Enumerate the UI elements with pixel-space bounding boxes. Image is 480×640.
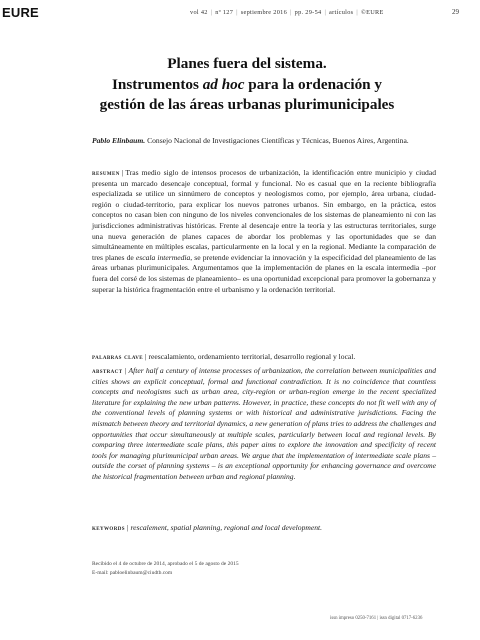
separator: | bbox=[290, 9, 292, 16]
affiliation: Consejo Nacional de Investigaciones Científicas y Técnicas, Buenos Aires, Argentina. bbox=[145, 136, 409, 145]
label-bar: | bbox=[126, 523, 129, 532]
title-text: para la ordenación y bbox=[244, 75, 383, 93]
resumen-italic-text: escala intermedia bbox=[135, 252, 191, 262]
title-line-3: gestión de las áreas urbanas plurimunicipales bbox=[99, 96, 395, 113]
title-italic-text: ad hoc bbox=[202, 75, 245, 93]
journal-name: ©EURE bbox=[360, 9, 384, 16]
article-title bbox=[60, 54, 434, 116]
label-bar: | bbox=[121, 168, 124, 177]
abstract-paragraph bbox=[92, 366, 436, 483]
volume: vol 42 bbox=[190, 9, 208, 16]
author-name: Pablo Elinbaum. bbox=[92, 136, 146, 145]
resumen-paragraph bbox=[92, 168, 436, 295]
keywords-text: rescalement, spatial planning, regional and local development. bbox=[130, 523, 323, 532]
issue-month: septiembre 2016 bbox=[240, 9, 288, 16]
issue-number: nº 127 bbox=[215, 9, 234, 16]
label-bar: | bbox=[124, 366, 127, 375]
resumen-text: Tras medio siglo de intensos procesos de urbanización, la identificación entre municipio y ciudad presenta un marcado desencaje conceptual, formal y funcional. No es casual que en la reciente bibliografía especializada se utilice un sinnúmero de conceptos y neologismos como, por ejemplo, área urbana, ciudad-región o ciudad-territorio, para explicar los nuevos patrones urbanos. Sin embargo, en la práctica, estos conceptos no casan bien con ninguno de los niveles convencionales de los sistemas de planeamiento ni con las jurisdicciones administrativas históricas. Frente al desencaje entre la teoría y las estructuras territoriales, surge una nueva generación de planes capaces de abordar los problemas y las oportunidades que se dan simultáneamente en múltiples escalas, particularmente en la local y en la regional. Mediante la comparación de tres planes de bbox=[92, 168, 436, 262]
palabras-clave-paragraph bbox=[92, 352, 436, 363]
section-name: artículos bbox=[329, 9, 354, 16]
resumen-label: resumen bbox=[92, 168, 120, 177]
keywords-paragraph bbox=[92, 523, 436, 534]
title-text: Instrumentos bbox=[111, 75, 203, 93]
page-number: 29 bbox=[452, 8, 459, 16]
issn-line: issn impreso 0250-7161 | issn digital 0717-6236 bbox=[330, 616, 423, 621]
separator: | bbox=[236, 9, 238, 16]
journal-logo: EURE bbox=[2, 5, 39, 20]
resumen-text: , se pretende evidenciar la innovación y la especificidad del planeamiento de las áreas urbanas plurimunicipales. Argumentamos que la implementación de planes en la escala intermedia –por fuera del corsé de los sistemas de planeamiento– es una oportunidad excepcional para promover la gobernanza y superar la histórica fragmentación entre el urbanismo y la ordenación territorial. bbox=[92, 252, 436, 294]
separator: | bbox=[210, 9, 213, 16]
title-line-2 bbox=[60, 75, 434, 96]
author-affiliation bbox=[92, 136, 432, 147]
running-header bbox=[0, 5, 480, 21]
running-head-text bbox=[190, 9, 384, 16]
label-bar: | bbox=[144, 352, 147, 361]
submission-info bbox=[92, 560, 432, 578]
keywords-label: keywords bbox=[92, 523, 125, 532]
title-line-1: Planes fuera del sistema. bbox=[167, 55, 327, 72]
page-range: pp. 29-54 bbox=[294, 9, 322, 16]
abstract-text: After half a century of intense processes of urbanization, the correlation between municipalities and cities shows an explicit conceptual, formal and functional contradiction. It is no coincidence that countless concepts and neologisms such as urban area, city-region or urban-region emerge in the recent specialized literature for explaining the new urban patterns. However, in practice, these concepts do not fit well with any of the conventional levels of planning systems or with historical and administrative jurisdictions. Facing the mismatch between theory and territorial dynamics, a new generation of plans tries to address the challenges and opportunities that occur simultaneously at multiple scales, particularly between local and regional levels. By comparing three intermediate scale plans, this paper aims to explore the innovation and specificity of recent tools for managing plurimunicipal urban areas. We argue that the implementation of intermediate scale plans – outside the corset of planning systems – is an exceptional opportunity for enhancing governance and overcome the historical fragmentation between urban and regional planning. bbox=[92, 366, 436, 481]
palabras-clave-text: reescalamiento, ordenamiento territorial, desarrollo regional y local. bbox=[148, 352, 356, 361]
separator: | bbox=[324, 9, 327, 16]
author-email: E-mail: pabloelinbaum@ciudtb.com bbox=[92, 570, 173, 576]
received-dates: Recibido el 4 de octubre de 2014, aprobado el 5 de agosto de 2015 bbox=[92, 561, 239, 567]
abstract-label: abstract bbox=[92, 366, 123, 375]
palabras-clave-label: palabras clave bbox=[92, 352, 143, 361]
separator: | bbox=[356, 9, 358, 16]
